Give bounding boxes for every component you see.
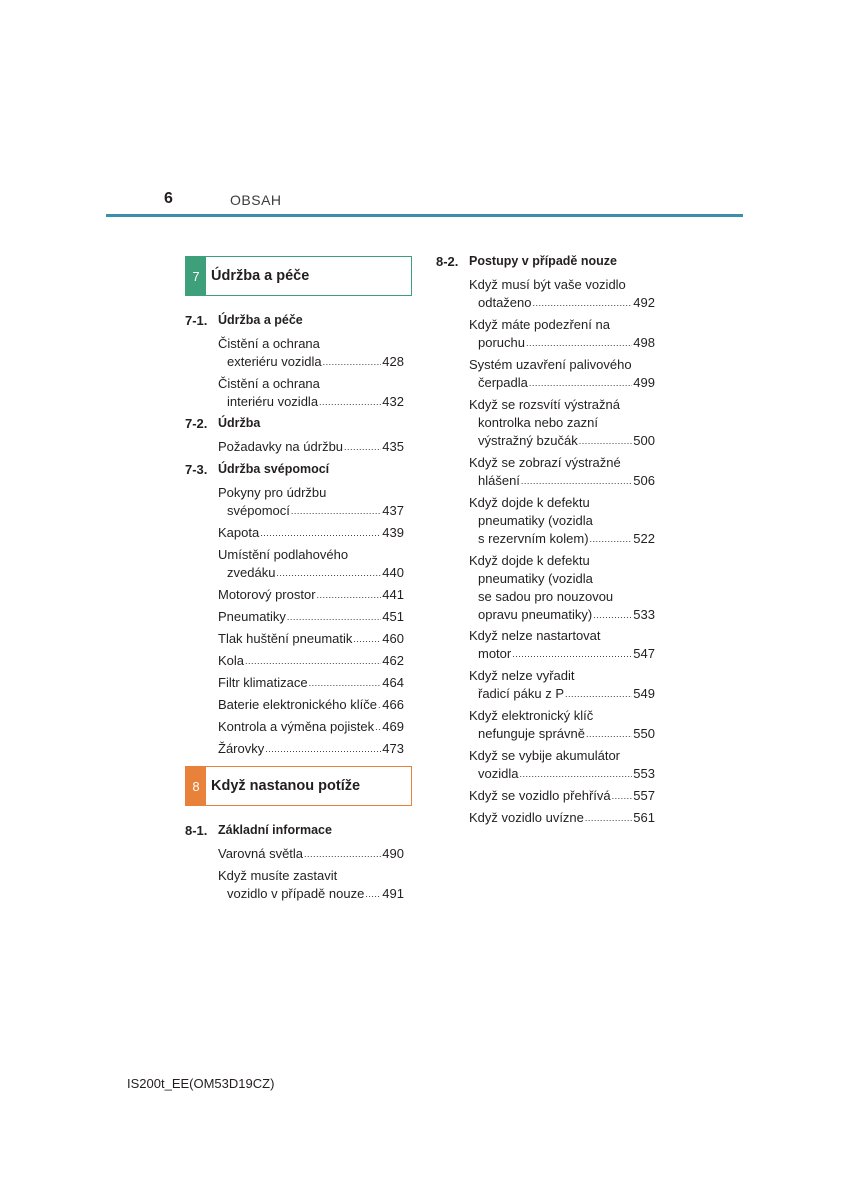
dot-leader [612, 787, 633, 805]
toc-entry-last-line [218, 885, 404, 904]
toc-entry-text: motor [478, 646, 512, 661]
toc-entry-text: Pneumatiky [218, 609, 286, 624]
page-reference: 500 [633, 433, 655, 448]
toc-entry-line: Když elektronický klíč [469, 708, 594, 723]
toc-entry-text: hlášení [478, 473, 520, 488]
page-reference: 451 [382, 609, 404, 624]
toc-entry-text: Když se vozidlo přehřívá [469, 788, 611, 803]
page-reference: 473 [382, 741, 404, 756]
toc-entry-last-line [218, 502, 404, 521]
dot-leader [579, 432, 633, 450]
page-reference: 460 [382, 631, 404, 646]
section-title: Základní informace [218, 823, 332, 837]
toc-entry-line: Když máte podezření na [469, 317, 610, 332]
toc-entry[interactable] [218, 718, 404, 737]
page-reference: 440 [382, 565, 404, 580]
page-reference: 432 [382, 394, 404, 409]
page-reference: 428 [382, 354, 404, 369]
toc-entry-line: Když musíte zastavit [218, 868, 338, 883]
toc-entry[interactable] [469, 276, 655, 313]
toc-entry-last-line [218, 718, 404, 737]
toc-entry-last-line [469, 725, 655, 744]
toc-entry-line: Když se zobrazí výstražné [469, 455, 621, 470]
section-title: Údržba a péče [218, 313, 303, 327]
chapter-number: 8 [186, 767, 206, 805]
dot-leader [521, 472, 632, 490]
toc-entry[interactable] [469, 454, 655, 491]
toc-entry-line: Systém uzavření palivového [469, 357, 632, 372]
chapter-title: Údržba a péče [211, 268, 310, 284]
dot-leader [245, 652, 381, 670]
toc-entry-text: zvedáku [227, 565, 276, 580]
toc-entry-text: čerpadla [478, 375, 528, 390]
toc-entry-last-line [218, 652, 404, 671]
toc-entry[interactable] [218, 484, 404, 521]
toc-entry[interactable] [469, 494, 655, 549]
toc-entry-line: Když se rozsvítí výstražná [469, 397, 620, 412]
toc-entry-last-line [469, 334, 655, 353]
page-reference: 557 [633, 788, 655, 803]
toc-entry-text: poruchu [478, 335, 525, 350]
page-reference: 547 [633, 646, 655, 661]
dot-leader [365, 885, 381, 903]
dot-leader [344, 438, 381, 456]
section-title: Postupy v případě nouze [469, 254, 617, 268]
toc-entry[interactable] [469, 356, 655, 393]
toc-entry-line: Pokyny pro údržbu [218, 485, 327, 500]
toc-entry-text: Kontrola a výměna pojistek [218, 719, 375, 734]
toc-entry-last-line [469, 432, 655, 451]
toc-entry-line: Čistění a ochrana [218, 376, 320, 391]
toc-entry[interactable] [218, 335, 404, 372]
chapter-number: 7 [186, 257, 206, 295]
page-reference: 490 [382, 846, 404, 861]
toc-entry-last-line [469, 765, 655, 784]
toc-entry-last-line [218, 630, 404, 649]
toc-entry-last-line [218, 674, 404, 693]
chapter-title: Když nastanou potíže [211, 778, 361, 794]
toc-entry-line: Když dojde k defektu [469, 553, 590, 568]
toc-entry-last-line [218, 393, 404, 412]
toc-entry[interactable] [218, 867, 404, 904]
page-number: 6 [164, 190, 173, 207]
toc-entry-last-line [218, 586, 404, 605]
dot-leader [585, 809, 632, 827]
section-number: 8-1. [185, 823, 208, 838]
dot-leader [533, 294, 633, 312]
toc-entry[interactable] [218, 586, 404, 605]
toc-entry-text: nefunguje správně [478, 726, 585, 741]
toc-entry-last-line [469, 645, 655, 664]
toc-entry-last-line [469, 530, 655, 549]
page-header [0, 0, 848, 220]
toc-entry-line: kontrolka nebo zazní [478, 415, 598, 430]
toc-entry-last-line [469, 787, 655, 806]
toc-entry-last-line [218, 845, 404, 864]
toc-entry-last-line [469, 294, 655, 313]
dot-leader [287, 608, 381, 626]
dot-leader [378, 696, 381, 714]
section-number: 7-2. [185, 416, 208, 431]
page-reference: 550 [633, 726, 655, 741]
section-number: 7-3. [185, 462, 208, 477]
toc-entry-text: s rezervním kolem) [478, 531, 589, 546]
header-rule [106, 214, 743, 217]
toc-entry-last-line [218, 438, 404, 457]
toc-entry[interactable] [469, 316, 655, 353]
toc-entry-last-line [218, 696, 404, 715]
toc-entry-text: Kola [218, 653, 245, 668]
toc-entry[interactable] [218, 696, 404, 715]
document-code: IS200t_EE(OM53D19CZ) [127, 1076, 275, 1091]
dot-leader [309, 674, 382, 692]
toc-entry-last-line [469, 685, 655, 704]
toc-entry[interactable] [218, 524, 404, 543]
toc-entry[interactable] [218, 630, 404, 649]
toc-entry[interactable] [218, 438, 404, 457]
toc-entry-last-line [469, 809, 655, 828]
dot-leader [304, 845, 381, 863]
toc-entry-line: Když se vybije akumulátor [469, 748, 621, 763]
toc-entry-line: Čistění a ochrana [218, 336, 320, 351]
toc-entry-last-line [218, 353, 404, 372]
toc-entry-text: odtaženo [478, 295, 532, 310]
toc-entry-line: pneumatiky (vozidla [478, 513, 593, 528]
page-reference: 462 [382, 653, 404, 668]
toc-entry[interactable] [218, 546, 404, 583]
toc-entry-last-line [469, 374, 655, 393]
chapter-header-box [185, 256, 412, 296]
page-reference: 522 [633, 531, 655, 546]
toc-entry[interactable] [469, 707, 655, 744]
page-reference: 469 [382, 719, 404, 734]
dot-leader [519, 765, 632, 783]
page-reference: 553 [633, 766, 655, 781]
toc-entry[interactable] [469, 747, 655, 784]
dot-leader [586, 725, 632, 743]
toc-entry-text: Kapota [218, 525, 260, 540]
chapter-header-box [185, 766, 412, 806]
toc-entry-last-line [469, 472, 655, 491]
page-title: OBSAH [230, 192, 282, 208]
dot-leader [593, 606, 632, 624]
section-number: 8-2. [436, 254, 459, 269]
toc-entry[interactable] [469, 552, 655, 625]
dot-leader [260, 524, 381, 542]
toc-entry-line: Když nelze vyřadit [469, 668, 575, 683]
toc-entry-text: svépomocí [227, 503, 290, 518]
page-reference: 533 [633, 607, 655, 622]
toc-entry-last-line [218, 524, 404, 543]
page-reference: 491 [382, 886, 404, 901]
toc-entry-line: pneumatiky (vozidla [478, 571, 593, 586]
page-reference: 561 [633, 810, 655, 825]
page-reference: 464 [382, 675, 404, 690]
toc-entry-text: interiéru vozidla [227, 394, 319, 409]
toc-entry-text: exteriéru vozidla [227, 354, 322, 369]
toc-entry-text: vozidlo v případě nouze [227, 886, 365, 901]
page-reference: 441 [382, 587, 404, 602]
toc-entry-line: Když musí být vaše vozidlo [469, 277, 626, 292]
section-title: Údržba svépomocí [218, 462, 330, 476]
toc-entry[interactable] [218, 845, 404, 864]
toc-entry[interactable] [469, 627, 655, 664]
toc-entry-text: Varovná světla [218, 846, 304, 861]
toc-entry-last-line [218, 608, 404, 627]
toc-entry-line: Umístění podlahového [218, 547, 349, 562]
toc-entry-text: Tlak huštění pneumatik [218, 631, 353, 646]
toc-entry[interactable] [218, 652, 404, 671]
page-reference: 506 [633, 473, 655, 488]
dot-leader [276, 564, 381, 582]
toc-entry[interactable] [218, 608, 404, 627]
toc-entry-last-line [469, 606, 655, 625]
toc-entry-last-line [218, 740, 404, 759]
toc-entry-text: Filtr klimatizace [218, 675, 308, 690]
toc-entry-text: Baterie elektronického klíče [218, 697, 377, 712]
page-reference: 498 [633, 335, 655, 350]
toc-entry[interactable] [469, 396, 655, 451]
page-reference: 439 [382, 525, 404, 540]
dot-leader [529, 374, 632, 392]
toc-entry-text: vozidla [478, 766, 519, 781]
dot-leader [590, 530, 633, 548]
toc-entry-last-line [218, 564, 404, 583]
dot-leader [265, 740, 381, 758]
dot-leader [353, 630, 381, 648]
toc-entry-text: výstražný bzučák [478, 433, 578, 448]
toc-entry-text: Motorový prostor [218, 587, 316, 602]
toc-entry-line: se sadou pro nouzovou [478, 589, 614, 604]
toc-entry[interactable] [469, 667, 655, 704]
toc-entry-text: řadicí páku z P [478, 686, 564, 701]
page-reference: 435 [382, 439, 404, 454]
page-reference: 492 [633, 295, 655, 310]
page-reference: 437 [382, 503, 404, 518]
dot-leader [317, 586, 382, 604]
dot-leader [319, 393, 381, 411]
toc-entry[interactable] [218, 674, 404, 693]
dot-leader [526, 334, 632, 352]
toc-entry-line: Když dojde k defektu [469, 495, 590, 510]
page-reference: 466 [382, 697, 404, 712]
toc-entry[interactable] [469, 809, 655, 828]
toc-entry-text: Požadavky na údržbu [218, 439, 344, 454]
dot-leader [565, 685, 632, 703]
toc-entry-text: Když vozidlo uvízne [469, 810, 584, 825]
toc-entry[interactable] [218, 740, 404, 759]
toc-entry[interactable] [218, 375, 404, 412]
section-title: Údržba [218, 416, 261, 430]
page-reference: 499 [633, 375, 655, 390]
toc-entry-text: Žárovky [218, 741, 265, 756]
section-number: 7-1. [185, 313, 208, 328]
dot-leader [291, 502, 381, 520]
toc-entry-line: Když nelze nastartovat [469, 628, 601, 643]
dot-leader [375, 718, 381, 736]
page-reference: 549 [633, 686, 655, 701]
dot-leader [512, 645, 632, 663]
toc-entry-text: opravu pneumatiky) [478, 607, 593, 622]
toc-entry[interactable] [469, 787, 655, 806]
dot-leader [323, 353, 382, 371]
